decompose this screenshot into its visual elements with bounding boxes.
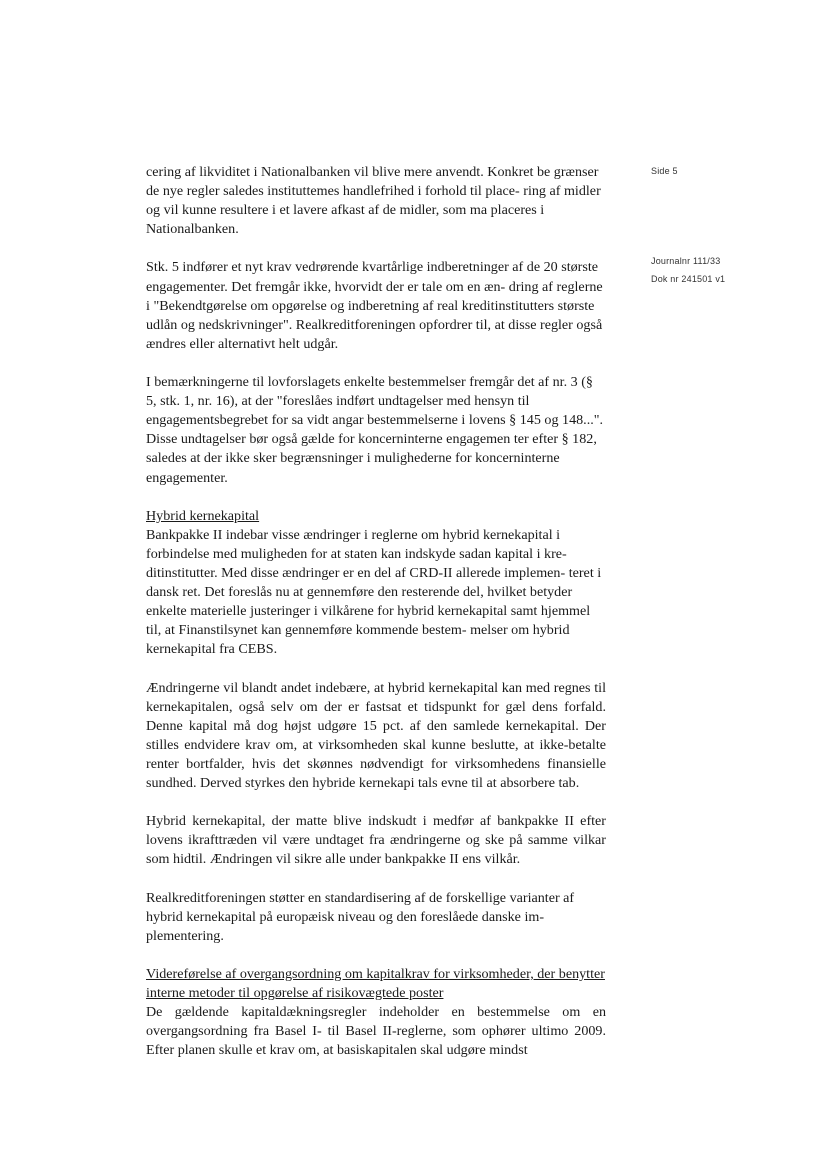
section-heading-transition: Videreførelse af overgangsordning om kapitalkrav for virksomheder, der benytter interne metoder til opgørelse af risikovægtede poster (146, 965, 605, 1002)
paragraph-hybrid-injected: Hybrid kernekapital, der matte blive indskudt i medfør af bankpakke II efter lovens ikrafttræden vil være undtaget fra ændringerne og ske på samme vilkar som hidtil. Ændringen vil sikre alle under bankpakke II ens vilkår. (146, 813, 606, 868)
section-heading-hybrid: Hybrid kernekapital (146, 507, 260, 524)
paragraph-liquidity: cering af likviditet i Nationalbanken vil blive mere anvendt. Konkret be grænser de nye regler saledes instituttemes handlefrihed i forhold til place- ring af midler og vil kunne resultere i et lavere afkast af de midler, som ma placeres i Nationalbanken. (146, 164, 601, 238)
paragraph-remarks: I bemærkningerne til lovforslagets enkelte bestemmelser fremgår det af nr. 3 (§ 5, stk. 1, nr. 16), at der "foreslåes indført undtagelser med hensyn til engagementsbegrebet for sa vidt angar bestemmelserne i lovens § 145 og 148...". Disse undtagelser bør også gælde for koncerninterne engagemen ter efter § 182, saledes at der ikke sker begrænsninger i mulighederne for koncerninterne engagementer. (146, 374, 604, 486)
paragraph-bankpakke: Bankpakke II indebar visse ændringer i reglerne om hybrid kernekapital i forbindelse med muligheden for at staten kan indskyde sadan kapital i kre- ditinstitutter. Med disse ændringer er en del af CRD-II allerede implemen- teret i dansk ret. Det foreslås nu at gennemføre den resterende del, hvilket betyder enkelte materielle justeringer i vilkårene for hybrid kernekapital samt hjemmel til, at Finanstilsynet kan gennemføre kommende bestem- melser om hybrid kernekapital fra CEBS. (146, 526, 602, 658)
paragraph-standardisation: Realkreditforeningen støtter en standardisering af de forskellige varianter af hybrid kernekapital på europæisk niveau og den foreslåede danske im- plementering. (146, 889, 575, 944)
paragraph-changes: Ændringerne vil blandt andet indebære, at hybrid kernekapital kan med regnes til kernekapitalen, også selv om der er fastsat et tidspunkt for gæl dens forfald. Denne kapital må dog højst udgøre 15 pct. af den samlede kernekapital. Der stilles endvidere krav om, at virksomheden skal kunne beslutte, at ikke-betalte renter bortfalder, hvis det skønnes nødvendigt for virksomhedens finansielle sundhed. Derved styrkes den hybride kernekapi tals evne til at absorbere tab. (146, 679, 606, 791)
page-number-label: Side 5 (651, 166, 678, 176)
paragraph-transition: De gældende kapitaldækningsregler indeholder en bestemmelse om en overgangsordning fra Basel I- til Basel II-reglerne, som ophører ultimo 2009. Efter planen skulle et krav om, at basiskapitalen skal udgøre mindst (146, 1004, 606, 1059)
letter-body (146, 163, 606, 1060)
document-number: Dok nr 241501 v1 (651, 274, 726, 284)
paragraph-stk5: Stk. 5 indfører et nyt krav vedrørende kvartårlige indberetninger af de 20 største engagementer. Det fremgår ikke, hvorvidt der er tale om en æn- dring af reglerne i "Bekendtgørelse om opgørelse og indberetning af real kreditinstitutters største udlån og nedskrivninger". Realkreditforeningen opfordrer til, at disse regler også ændres eller alternativt helt udgår. (146, 259, 603, 352)
journal-number: Journalnr 111/33 (651, 256, 721, 266)
